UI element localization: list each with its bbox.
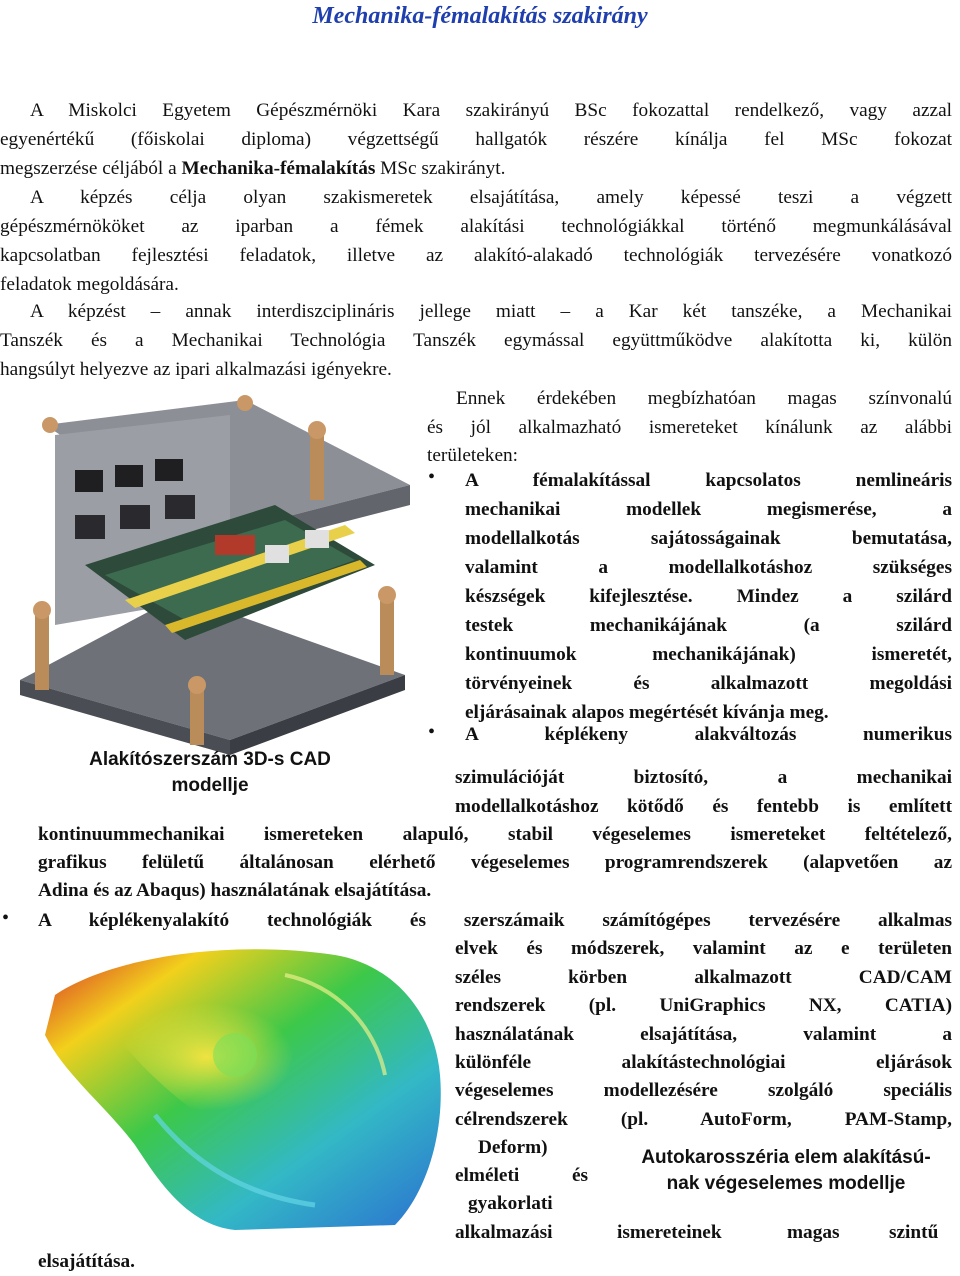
bullet-line: ismereteinek	[617, 1222, 722, 1243]
bullet-line: törvényeinek és alkalmazott megoldási	[465, 673, 952, 694]
bullet-line: végeselemes modellezésére szolgáló speciális	[455, 1080, 952, 1101]
bullet-line: A fémalakítással kapcsolatos nemlineáris	[465, 470, 952, 491]
intro-text: megszerzése céljából a	[0, 158, 182, 179]
goal-line: gépészmérnököket az iparban a fémek alakítási technológiákkal történő megmunkálásával	[0, 216, 952, 237]
bullet-line: szintű	[889, 1222, 939, 1243]
goal-line: kapcsolatban fejlesztési feladatok, illetve az alakító-alakadó technológiák tervezésére vonatkozó	[0, 245, 952, 266]
cad-caption	[40, 747, 380, 799]
bullet-icon: •	[2, 907, 10, 929]
bullet-line: szimulációját biztosító, a mechanikai	[455, 767, 952, 788]
training-line: A képzést – annak interdiszciplináris jellege miatt – a Kar két tanszéke, a Mechanikai	[30, 301, 952, 322]
bullet-line: gyakorlati	[468, 1193, 553, 1214]
fem-caption-line: Autokarosszéria elem alakítású-	[641, 1147, 931, 1168]
bullet-line: eljárásainak alapos megértését kívánja meg.	[465, 702, 829, 723]
bullet-line: célrendszerek (pl. AutoForm, PAM-Stamp,	[455, 1109, 952, 1130]
goal-line: feladatok megoldására.	[0, 274, 179, 295]
bullet-line: magas	[787, 1222, 840, 1243]
bullet-line: A képlékenyalakító technológiák és szerszámaik számítógépes tervezésére alkalmas	[38, 910, 952, 931]
fem-caption-line: nak végeselemes modellje	[666, 1173, 906, 1194]
page-title: Mechanika-fémalakítás szakirány	[312, 3, 648, 29]
bullet-line: széles körben alkalmazott CAD/CAM	[455, 967, 952, 988]
bullet-line: Deform)	[478, 1137, 548, 1158]
bullet-line: használatának elsajátítása, valamint a	[455, 1024, 952, 1045]
offer-line: területeken:	[427, 445, 519, 466]
training-line: hangsúlyt helyezve az ipari alkalmazási igényekre.	[0, 359, 392, 380]
bullet-line: különféle alakítástechnológiai eljárások	[455, 1052, 952, 1073]
bullet-line: grafikus felületű általánosan elérhető végeselemes programrendszerek (alapvetően az	[38, 852, 952, 873]
bullet-line: modellalkotáshoz kötődő és fentebb is említett	[455, 796, 952, 817]
bullet-line: testek mechanikájának (a szilárd	[465, 615, 952, 636]
bullet-line: készségek kifejlesztése. Mindez a szilárd	[465, 586, 952, 607]
bullet-line: A képlékeny alakváltozás numerikus	[465, 724, 952, 745]
offer-line: és jól alkalmazható ismereteket kínálunk az alábbi	[427, 417, 952, 438]
program-name: Mechanika-fémalakítás	[181, 158, 376, 179]
bullet-line: kontinuummechanikai ismereteken alapuló, stabil végeselemes ismereteket feltételező,	[38, 824, 952, 845]
fem-caption	[612, 1145, 960, 1197]
bullet-item-nonlinear-models	[465, 466, 952, 727]
bullet-line: valamint a modellalkotáshoz szükséges	[465, 557, 952, 578]
intro-line: A Miskolci Egyetem Gépészmérnöki Kara szakirányú BSc fokozattal rendelkező, vagy azzal	[30, 100, 952, 121]
bullet-line: modellalkotás sajátosságainak bemutatása,	[465, 528, 952, 549]
bullet-line: elméleti és	[455, 1165, 588, 1186]
training-line: Tanszék és a Mechanikai Technológia Tanszék egymással együttműködve alakította ki, külön	[0, 330, 952, 351]
offer-line: Ennek érdekében megbízhatóan magas színvonalú	[456, 388, 952, 409]
cad-caption-line: Alakítószerszám 3D-s CAD	[89, 749, 331, 770]
intro-line	[0, 154, 952, 183]
bullet-line: rendszerek (pl. UniGraphics NX, CATIA)	[455, 995, 952, 1016]
bullet-line: mechanikai modellek megismerése, a	[465, 499, 952, 520]
cad-caption-line: modellje	[171, 775, 249, 796]
intro-line: egyenértékű (főiskolai diploma) végzettségű hallgatók részére kínálja fel MSc fokozat	[0, 129, 952, 150]
bullet-line: elvek és módszerek, valamint az e területen	[455, 938, 952, 959]
bullet-line: alkalmazási	[455, 1222, 553, 1243]
cad-model-image	[15, 395, 415, 755]
bullet-line: kontinuumok mechanikájának) ismeretét,	[465, 644, 952, 665]
bullet-line: elsajátítása.	[38, 1251, 135, 1272]
fem-model-image	[35, 935, 455, 1235]
bullet-line: Adina és az Abaqus) használatának elsajátítása.	[38, 880, 432, 901]
bullet-icon: •	[428, 721, 436, 743]
bullet-icon: •	[428, 466, 436, 488]
intro-text: MSc szakirányt.	[375, 158, 506, 179]
goal-line: A képzés célja olyan szakismeretek elsajátítása, amely képessé teszi a végzett	[30, 187, 952, 208]
